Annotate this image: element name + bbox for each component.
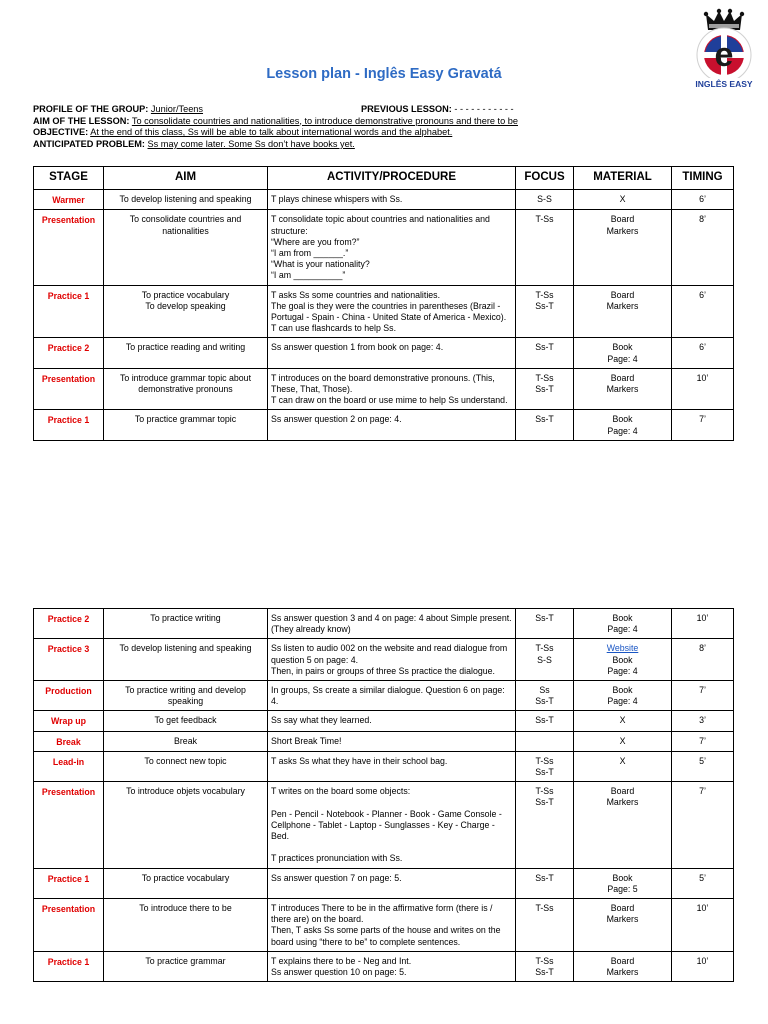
material-cell: Book Page: 4: [574, 338, 672, 368]
table-row: [34, 751, 734, 781]
aim-label: AIM OF THE LESSON:: [33, 115, 130, 126]
objective-label: OBJECTIVE:: [33, 127, 89, 138]
focus-cell: T-Ss Ss-T: [516, 751, 574, 781]
focus-cell: Ss-T: [516, 338, 574, 368]
timing-cell: 7’: [672, 410, 734, 440]
focus-cell: S-S: [516, 190, 574, 210]
material-cell: X: [574, 711, 672, 731]
material-cell: X: [574, 731, 672, 751]
table-header: [34, 167, 734, 190]
stage-cell: Practice 1: [34, 868, 104, 898]
lesson-table-2: [33, 608, 734, 982]
activity-cell: Ss answer question 1 from book on page: 4.: [268, 338, 516, 368]
timing-cell: 10’: [672, 951, 734, 981]
previous-lesson: [361, 104, 514, 116]
table-row: [34, 368, 734, 410]
activity-cell: Short Break Time!: [268, 731, 516, 751]
aim-cell: To practice writing and develop speaking: [104, 681, 268, 711]
table-row: [34, 338, 734, 368]
table-row: [34, 639, 734, 681]
activity-cell: T introduces There to be in the affirmative form (there is / there are) on the board. Then, T asks Ss some parts of the house and writes on the board using “there to be” to complete sentences.: [268, 899, 516, 952]
lesson-table-1: [33, 166, 734, 441]
material-cell: Board Markers: [574, 210, 672, 285]
objective-value: At the end of this class, Ss will be able to talk about international words and the alphabet.: [90, 127, 453, 138]
aim-cell: To practice grammar: [104, 951, 268, 981]
material-cell: Board Markers: [574, 899, 672, 952]
table-row: [34, 711, 734, 731]
aim-row: [33, 116, 753, 128]
stage-cell: Presentation: [34, 210, 104, 285]
material-cell: Board Markers: [574, 951, 672, 981]
aim-cell: To practice writing: [104, 609, 268, 639]
timing-cell: 10’: [672, 899, 734, 952]
table-row: [34, 410, 734, 440]
stage-cell: Practice 2: [34, 338, 104, 368]
table-row: [34, 868, 734, 898]
activity-cell: Ss say what they learned.: [268, 711, 516, 731]
activity-cell: T asks Ss some countries and nationalities. The goal is they were the countries in parentheses (Brazil - Portugal - Spain - China - United State of America - Mexico). T can use flashcards to help Ss.: [268, 285, 516, 338]
profile-label: PROFILE OF THE GROUP:: [33, 104, 149, 114]
timing-cell: 10’: [672, 609, 734, 639]
aim-cell: To practice reading and writing: [104, 338, 268, 368]
stage-cell: Lead-in: [34, 751, 104, 781]
stage-cell: Presentation: [34, 899, 104, 952]
timing-cell: 8’: [672, 210, 734, 285]
aim-cell: To introduce there to be: [104, 899, 268, 952]
table-row: [34, 190, 734, 210]
activity-cell: Ss answer question 2 on page: 4.: [268, 410, 516, 440]
material-cell: X: [574, 190, 672, 210]
timing-cell: 3’: [672, 711, 734, 731]
table-row: [34, 681, 734, 711]
stage-cell: Warmer: [34, 190, 104, 210]
stage-cell: Practice 3: [34, 639, 104, 681]
col-header-timing: TIMING: [672, 167, 734, 190]
activity-cell: T explains there to be - Neg and Int. Ss answer question 10 on page: 5.: [268, 951, 516, 981]
activity-cell: T writes on the board some objects: Pen - Pencil - Notebook - Planner - Book - Game Console - Cellphone - Tablet - Laptop - Sunglasses - Key - Charge - Bed. T practices pronunciation with Ss.: [268, 782, 516, 868]
col-header-aim: AIM: [104, 167, 268, 190]
material-cell: Book Page: 5: [574, 868, 672, 898]
aim-cell: To introduce grammar topic about demonstrative pronouns: [104, 368, 268, 410]
stage-cell: Practice 1: [34, 410, 104, 440]
aim-cell: To practice vocabulary: [104, 868, 268, 898]
aim-cell: To practice vocabulary To develop speaking: [104, 285, 268, 338]
focus-cell: Ss-T: [516, 711, 574, 731]
activity-cell: Ss answer question 7 on page: 5.: [268, 868, 516, 898]
focus-cell: [516, 731, 574, 751]
material-cell: Book Page: 4: [574, 609, 672, 639]
profile-row: [33, 104, 753, 116]
problem-row: [33, 139, 753, 151]
focus-cell: T-Ss Ss-T: [516, 951, 574, 981]
svg-text:INGLÊS EASY: INGLÊS EASY: [695, 79, 753, 89]
table-row: [34, 609, 734, 639]
material-cell: X: [574, 751, 672, 781]
table-row: [34, 210, 734, 285]
aim-cell: To introduce objets vocabulary: [104, 782, 268, 868]
aim-cell: To get feedback: [104, 711, 268, 731]
svg-text:e: e: [714, 36, 734, 74]
problem-label: ANTICIPATED PROBLEM:: [33, 138, 145, 149]
focus-cell: T-Ss Ss-T: [516, 368, 574, 410]
focus-cell: Ss Ss-T: [516, 681, 574, 711]
page-title: Lesson plan - Inglês Easy Gravatá: [266, 66, 502, 82]
col-header-stage: STAGE: [34, 167, 104, 190]
timing-cell: 5’: [672, 868, 734, 898]
focus-cell: T-Ss: [516, 210, 574, 285]
activity-cell: In groups, Ss create a similar dialogue. Question 6 on page: 4.: [268, 681, 516, 711]
activity-cell: Ss answer question 3 and 4 on page: 4 about Simple present. (They already know): [268, 609, 516, 639]
focus-cell: T-Ss Ss-T: [516, 285, 574, 338]
focus-cell: T-Ss Ss-T: [516, 782, 574, 868]
col-header-focus: FOCUS: [516, 167, 574, 190]
material-cell: [574, 639, 672, 681]
material-cell: Board Markers: [574, 285, 672, 338]
previous-value: - - - - - - - - - - -: [451, 104, 514, 114]
aim-cell: Break: [104, 731, 268, 751]
stage-cell: Practice 2: [34, 609, 104, 639]
timing-cell: 8’: [672, 639, 734, 681]
focus-cell: Ss-T: [516, 410, 574, 440]
stage-cell: Practice 1: [34, 951, 104, 981]
profile-value: Junior/Teens: [150, 104, 204, 114]
timing-cell: 6’: [672, 190, 734, 210]
timing-cell: 6’: [672, 338, 734, 368]
focus-cell: Ss-T: [516, 609, 574, 639]
activity-cell: Ss listen to audio 002 on the website and read dialogue from question 5 on page: 4. Then, in pairs or groups of three Ss practice the dialogue.: [268, 639, 516, 681]
objective-row: [33, 127, 753, 139]
material-cell: Board Markers: [574, 782, 672, 868]
material-cell: Book Page: 4: [574, 681, 672, 711]
stage-cell: Practice 1: [34, 285, 104, 338]
problem-value: Ss may come later. Some Ss don’t have books yet.: [147, 138, 355, 149]
aim-cell: To connect new topic: [104, 751, 268, 781]
aim-cell: To develop listening and speaking: [104, 190, 268, 210]
material-cell: Board Markers: [574, 368, 672, 410]
activity-cell: T introduces on the board demonstrative pronouns. (This, These, That, Those). T can draw on the board or use mime to help Ss understand.: [268, 368, 516, 410]
timing-cell: 6’: [672, 285, 734, 338]
stage-cell: Break: [34, 731, 104, 751]
table-row: [34, 731, 734, 751]
crown-icon: [704, 9, 744, 30]
focus-cell: T-Ss: [516, 899, 574, 952]
previous-label: PREVIOUS LESSON:: [361, 104, 452, 114]
timing-cell: 5’: [672, 751, 734, 781]
stage-cell: Presentation: [34, 368, 104, 410]
timing-cell: 7’: [672, 731, 734, 751]
timing-cell: 7’: [672, 782, 734, 868]
col-header-material: MATERIAL: [574, 167, 672, 190]
activity-cell: T asks Ss what they have in their school bag.: [268, 751, 516, 781]
activity-cell: T plays chinese whispers with Ss.: [268, 190, 516, 210]
timing-cell: 7’: [672, 681, 734, 711]
col-header-activity: ACTIVITY/PROCEDURE: [268, 167, 516, 190]
activity-cell: T consolidate topic about countries and nationalities and structure: “Where are you from?” “I am from ______.” “What is your nationality? “I am __________”: [268, 210, 516, 285]
aim-value: To consolidate countries and nationalities, to introduce demonstrative pronouns and there to be: [131, 115, 518, 126]
stage-cell: Wrap up: [34, 711, 104, 731]
table-row: [34, 285, 734, 338]
stage-cell: Production: [34, 681, 104, 711]
focus-cell: Ss-T: [516, 868, 574, 898]
table-row: [34, 782, 734, 868]
aim-cell: To develop listening and speaking: [104, 639, 268, 681]
table-row: [34, 951, 734, 981]
aim-cell: To consolidate countries and nationalities: [104, 210, 268, 285]
aim-cell: To practice grammar topic: [104, 410, 268, 440]
material-text: Book Page: 4: [607, 654, 638, 676]
lesson-info: [33, 104, 753, 150]
timing-cell: 10’: [672, 368, 734, 410]
table-row: [34, 899, 734, 952]
focus-cell: T-Ss S-S: [516, 639, 574, 681]
material-cell: Book Page: 4: [574, 410, 672, 440]
website-link[interactable]: Website: [606, 643, 639, 654]
stage-cell: Presentation: [34, 782, 104, 868]
